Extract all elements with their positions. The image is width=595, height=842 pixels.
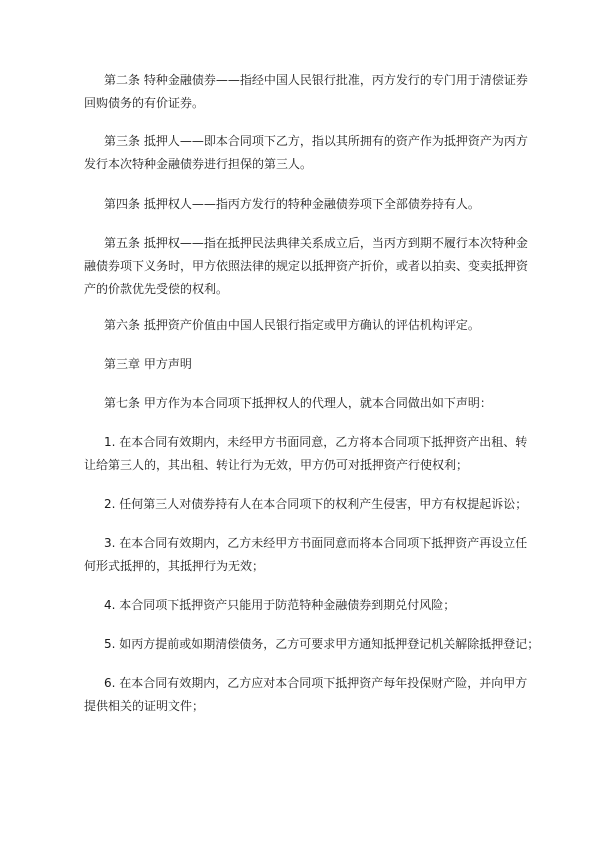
article-6-paragraph: 第六条 抵押资产价值由中国人民银行指定或甲方确认的评估机构评定。 <box>104 318 480 332</box>
article-7-paragraph: 第七条 甲方作为本合同项下抵押权人的代理人，就本合同做出如下声明： <box>104 396 492 410</box>
article-5-paragraph: 第五条 抵押权——指在抵押民法典律关系成立后，当丙方到期不履行本次特种金融债券项下义务时，甲方依照法律的规定以抵押资产折价，或者以拍卖、变卖抵押资产的价款优先受偿的权利。 <box>84 236 529 296</box>
declaration-item-2: 2. 任何第三人对债券持有人在本合同项下的权利产生侵害，甲方有权提起诉讼； <box>104 497 528 511</box>
declaration-item-5: 5. 如丙方提前或如期清偿债务，乙方可要求甲方通知抵押登记机关解除抵押登记； <box>104 637 540 651</box>
declaration-item-3: 3. 在本合同有效期内，乙方未经甲方书面同意而将本合同项下抵押资产再设立任何形式抵押的，其抵押行为无效； <box>84 536 528 573</box>
article-4-paragraph: 第四条 抵押权人——指丙方发行的特种金融债券项下全部债券持有人。 <box>104 197 480 211</box>
declaration-item-1: 1. 在本合同有效期内，未经甲方书面同意，乙方将本合同项下抵押资产出租、转让给第三人的，其出租、转让行为无效，甲方仍可对抵押资产行使权利； <box>84 435 528 472</box>
declaration-item-4: 4. 本合同项下抵押资产只能用于防范特种金融债券到期兑付风险； <box>104 598 456 612</box>
article-2-paragraph: 第二条 特种金融债券——指经中国人民银行批准，丙方发行的专门用于清偿证券回购债务的有价证券。 <box>84 73 528 110</box>
article-3-paragraph: 第三条 抵押人——即本合同项下乙方，指以其所拥有的资产作为抵押资产为丙方发行本次特种金融债券进行担保的第三人。 <box>84 134 528 171</box>
declaration-item-6: 6. 在本合同有效期内，乙方应对本合同项下抵押资产每年投保财产险，并向甲方提供相关的证明文件； <box>84 676 528 713</box>
chapter-3-heading: 第三章 甲方声明 <box>104 357 192 371</box>
